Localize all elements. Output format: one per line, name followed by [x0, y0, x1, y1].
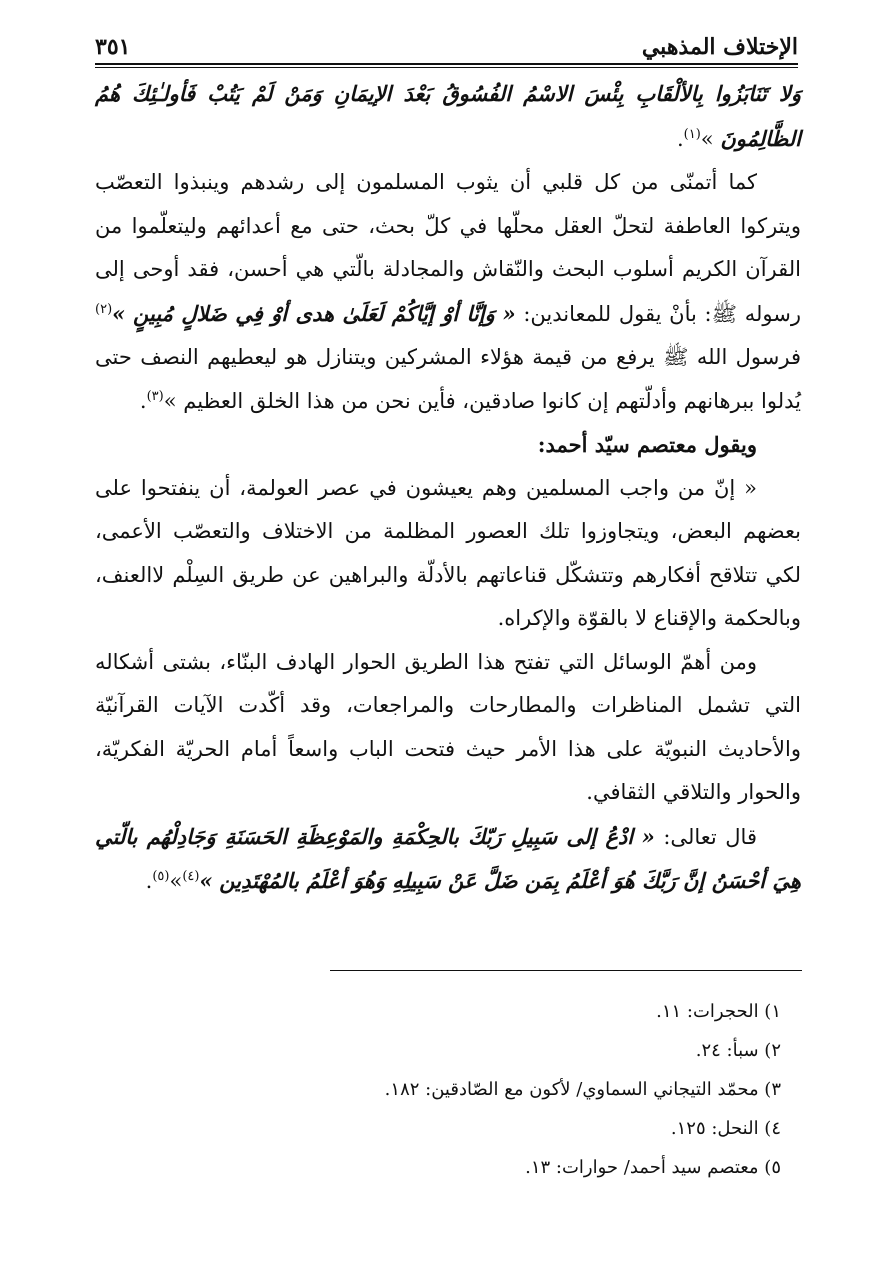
quote-close: » [163, 388, 177, 413]
header-rule [95, 63, 798, 68]
page-number: ٣٥١ [95, 34, 131, 60]
paragraph-text: فرسول الله ﷺ يرفع من قيمة هؤلاء المشركين ويتنازل هو ليعطيهم النصف حتى يُدلوا ببرهانهم وأدلّتهم إن كانوا صادقين، فأين نحن من هذا الخلق العظيم [95, 345, 801, 413]
quote-close: » [199, 868, 213, 893]
paragraph-text: ومن أهمّ الوسائل التي تفتح هذا الطريق الحوار الهادف البنّاء، بشتى أشكاله التي تشمل المناظرات والمطارحات والمراجعات، وقد أكّدت الآيات القرآنيّة والأحاديث النبويّة على هذا الأمر حيث فتحت الباب واسعاً أمام الحريّة الفكريّة، والحوار والتلاقي الثقافي. [95, 649, 801, 804]
footnote-ref: (٥) [152, 869, 170, 884]
footnotes [181, 992, 781, 1187]
paragraph-quran-verse-1: وَلا تَنَابَزُوا بِالألْقَابِ بِئْسَ الاسْمُ الفُسُوقُ بَعْدَ الإيمَانِ وَمَنْ لَمْ يَتُبْ فَأولـٰئِكَ هُمُ الظَّالِمُونَ »$^{(١)}$. [95, 81, 801, 151]
paragraph-quote-globalization [95, 467, 801, 641]
paragraph-attribution [95, 423, 801, 467]
quran-verse: وَإنَّا أوْ إيَّاكُمْ لَعَلَىٰ هدى أوْ فِي ضَلالٍ مُبِينٍ [133, 300, 495, 326]
paragraph-dialogue [95, 641, 801, 815]
quote-open: « [641, 823, 655, 849]
paragraph-text: ويقول معتصم سيّد أحمد: [537, 432, 757, 457]
footnote-ref: (٣) [146, 388, 164, 404]
paragraph-quran-verse-2: قال تعالى: « ادْعُ إلى سَبِيلِ رَبّكَ بالحِكْمَةِ والمَوْعِظَةِ الحَسَنَةِ وَجَادِلْهُم بالّتي هِيَ أحْسَنُ إنَّ رَبَّكَ هُوَ أعْلَمُ بِمَن ضَلَّ عَنْ سَبِيلِهِ وَهُوَ أعْلَمُ بالمُهْتَدِين »$^{(٤)}$»$^{(٥)}$. [95, 823, 801, 893]
footnote-ref: (٢) [95, 301, 113, 317]
running-title: الإختلاف المذهبي [641, 34, 798, 60]
footnote-item: ٣) محمّد التيجاني السماوي/ لأكون مع الصّادقين: ١٨٢. [384, 1079, 781, 1100]
footnote-item: ٥) معتصم سيد أحمد/ حوارات: ١٣. [525, 1157, 781, 1178]
paragraph-wish: كما أتمنّى من كل قلبي أن يثوب المسلمون إلى رشدهم وينبذوا التعصّب ويتركوا العاطفة لتحلّ العقل محلّها في كلّ بحث، حتى مع أعدائهم وليتعلّموا من القرآن الكريم أسلوب البحث والنّقاش والمجادلة بالّتي هي أحسن، فقد أوحى إلى رسوله ﷺ: بأنْ يقول للمعاندين: « وَإنَّا أوْ إيَّاكُمْ لَعَلَىٰ هدى أوْ فِي ضَلالٍ مُبِينٍ »$^{(٢)}$ فرسول الله ﷺ يرفع من قيمة هؤلاء المشركين ويتنازل هو ليعطيهم النصف حتى يُدلوا ببرهانهم وأدلّتهم إن كانوا صادقين، فأين نحن من هذا الخلق العظيم »$^{(٣)}$. [95, 170, 801, 413]
paragraph-text: قال تعالى: [663, 824, 757, 849]
footnote-item: ٢) سبأ: ٢٤. [695, 1040, 781, 1061]
quran-verse: وَلا تَنَابَزُوا بِالألْقَابِ بِئْسَ الاسْمُ الفُسُوقُ بَعْدَ الإيمَانِ وَمَنْ لَمْ يَتُبْ فَأولـٰئِكَ هُمُ الظَّالِمُونَ [95, 81, 801, 151]
quran-verse: ادْعُ إلى سَبِيلِ رَبّكَ بالحِكْمَةِ والمَوْعِظَةِ الحَسَنَةِ وَجَادِلْهُم بالّتي هِيَ أحْسَنُ إنَّ رَبَّكَ هُوَ أعْلَمُ بِمَن ضَلَّ عَنْ سَبِيلِهِ وَهُوَ أعْلَمُ بالمُهْتَدِين [95, 823, 801, 893]
page-header [95, 30, 798, 60]
paragraph-text: كما أتمنّى من كل قلبي أن يثوب المسلمون إلى رشدهم وينبذوا التعصّب ويتركوا العاطفة لتحلّ العقل محلّها في كلّ بحث، حتى مع أعدائهم وليتعلّموا من القرآن الكريم أسلوب البحث والنّقاش والمجادلة بالّتي هي أحسن، فقد أوحى إلى رسوله ﷺ: بأنْ يقول للمعاندين: [95, 170, 801, 326]
paragraph-text: « إنّ من واجب المسلمين وهم يعيشون في عصر العولمة، أن ينفتحوا على بعضهم البعض، ويتجاوزوا تلك العصور المظلمة من الاختلاف والتعصّب الأعمى، لكي تتلاقح أفكارهم وتتشكّل قناعاتهم بالأدلّة والبراهين عن طريق السِلْم لاالعنف، وبالحكمة والإقناع لا بالقوّة والإكراه. [95, 475, 801, 630]
quote-close: » [112, 300, 126, 326]
quote-open: « [502, 300, 516, 326]
footnote-ref: (٤) [182, 869, 200, 884]
footnote-item: ٤) النحل: ١٢٥. [670, 1118, 781, 1139]
footnote-separator [330, 970, 802, 971]
footnote-ref: (١) [683, 126, 701, 142]
quote-close: » [700, 126, 714, 151]
footnote-item: ١) الحجرات: ١١. [656, 1001, 781, 1022]
main-text [95, 72, 801, 904]
